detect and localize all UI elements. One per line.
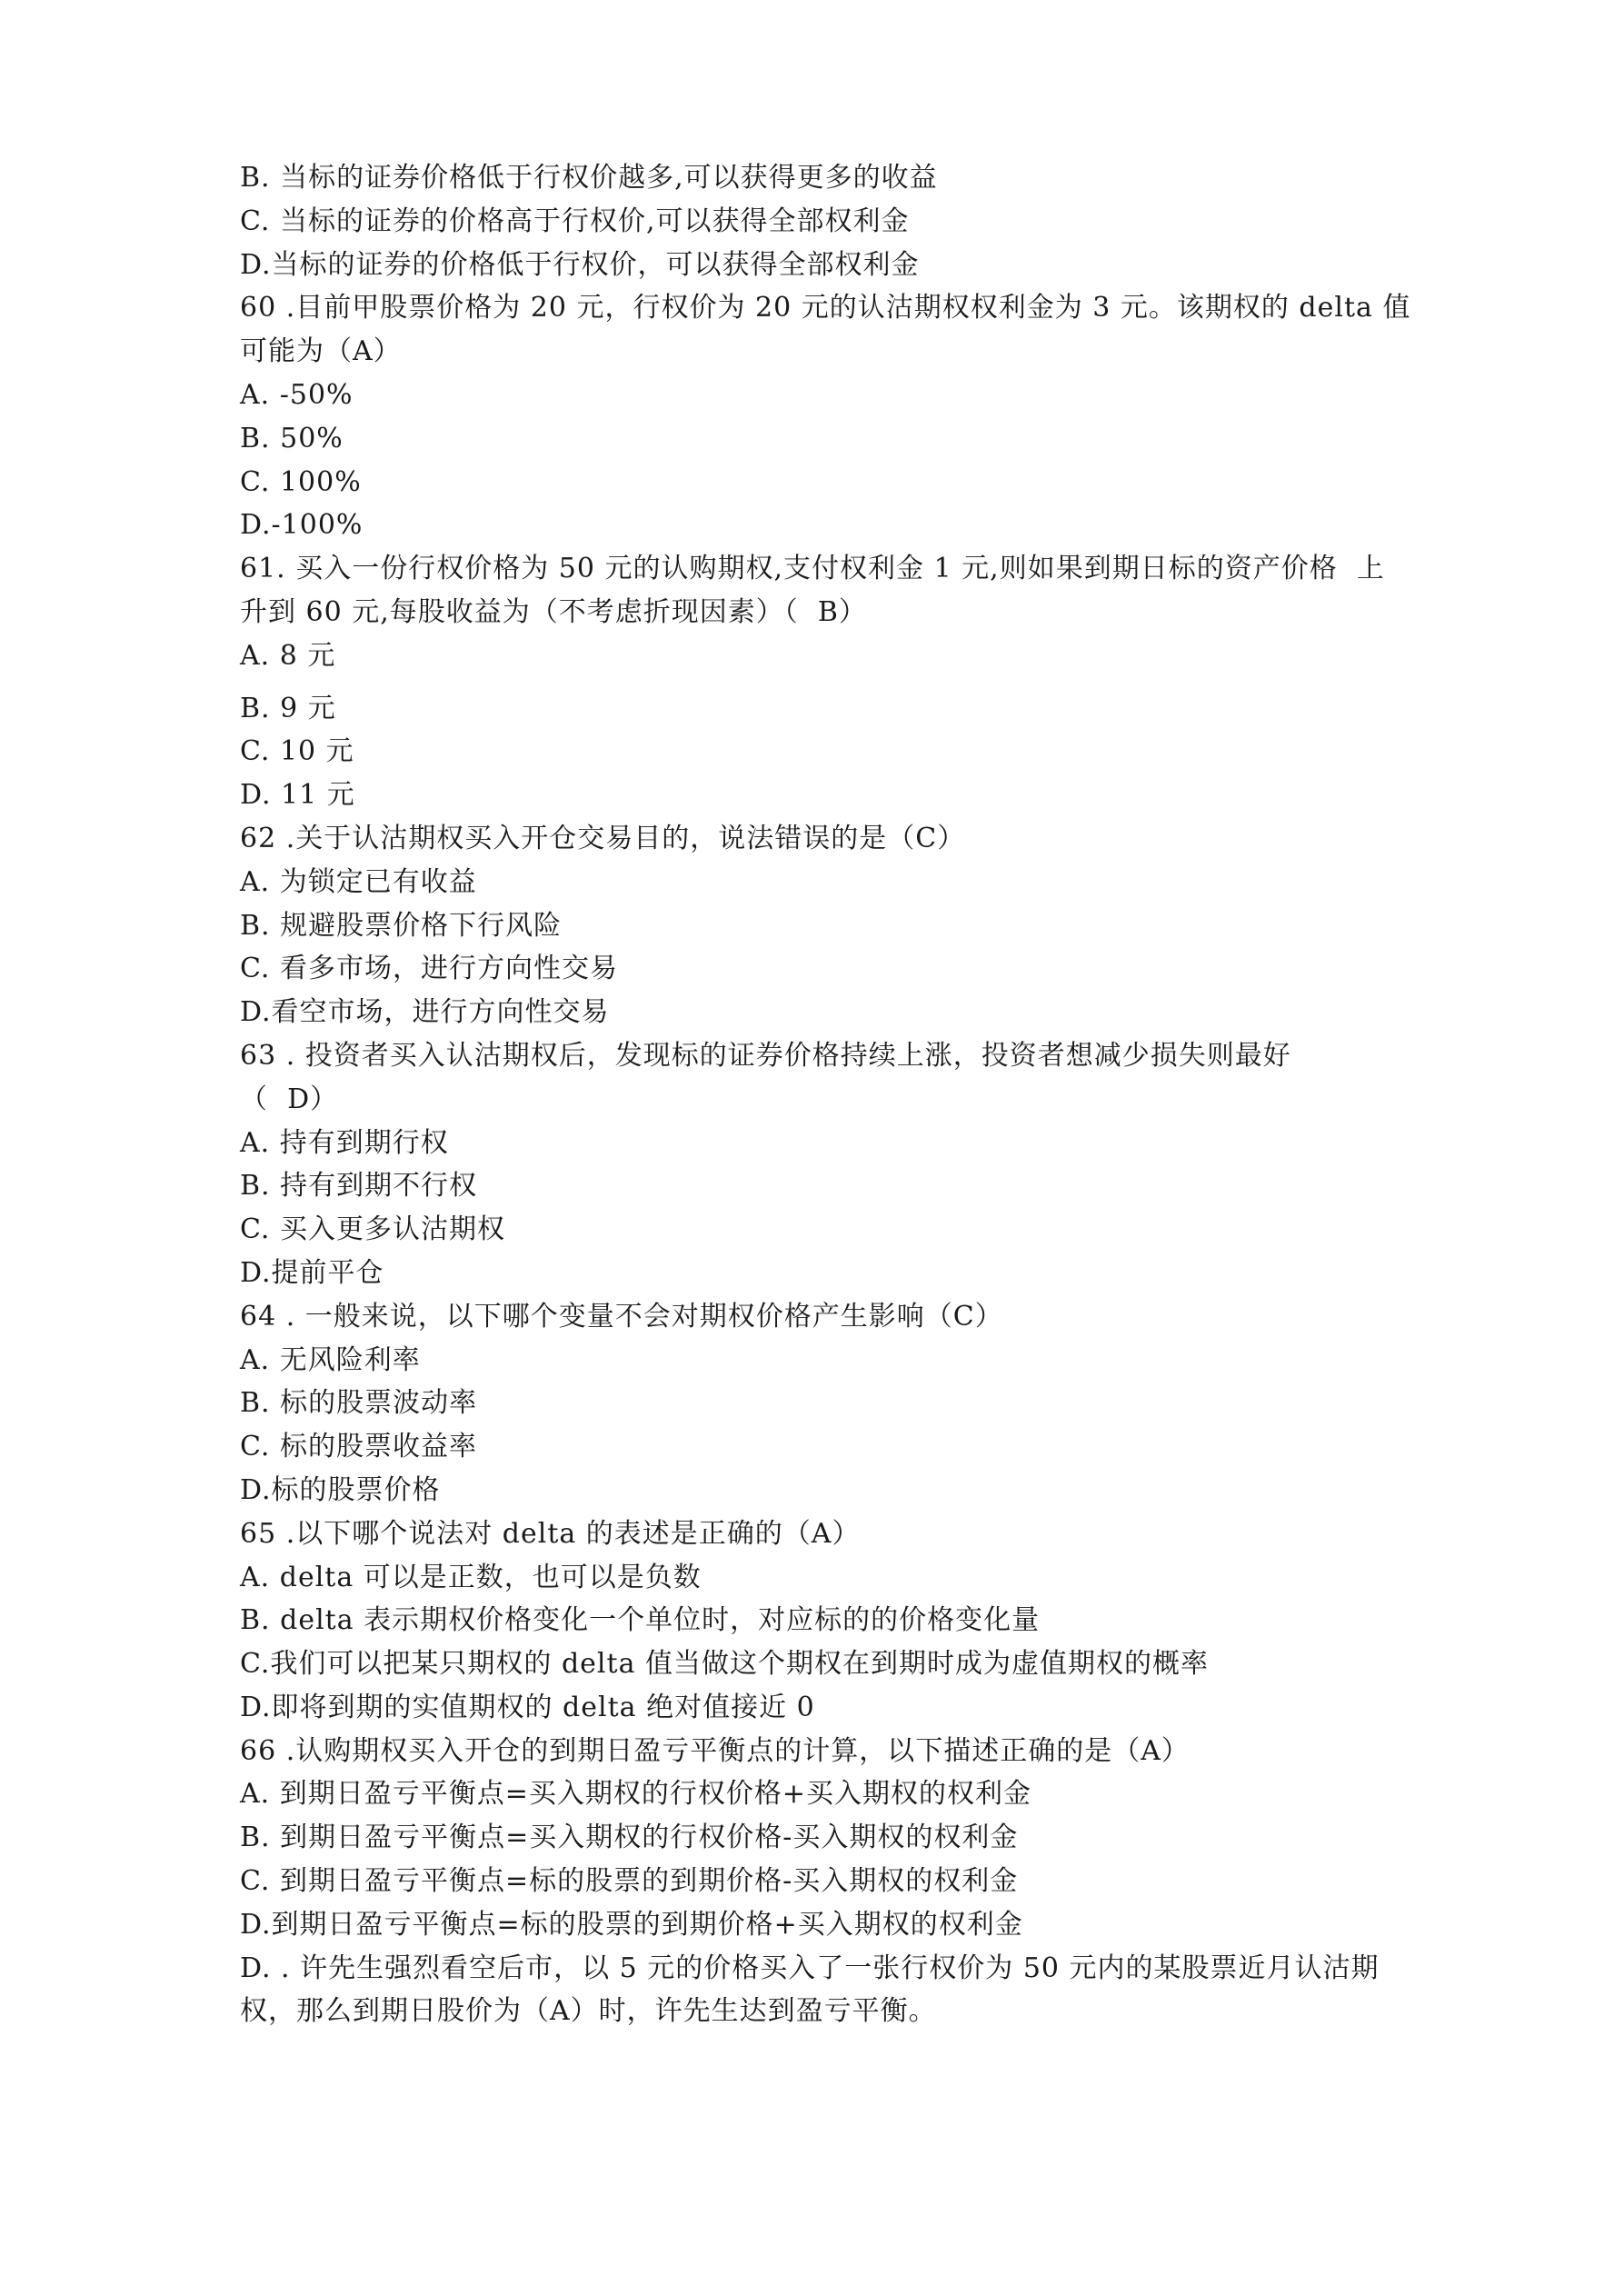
text-line: D.当标的证券的价格低于行权价，可以获得全部权利金 [240, 248, 920, 281]
option-line: A. 无风险利率 [240, 1343, 421, 1376]
option-line: D.看空市场，进行方向性交易 [240, 996, 610, 1029]
option-line: A. -50% [240, 378, 354, 411]
text-line: 升到 60 元,每股收益为（不考虑折现因素）（ B） [240, 595, 867, 628]
option-line: A. 持有到期行权 [240, 1126, 449, 1159]
option-line: D.到期日盈亏平衡点=标的股票的到期价格+买入期权的权利金 [240, 1908, 1023, 1941]
option-line: D.提前平仓 [240, 1256, 384, 1289]
option-line: D.标的股票价格 [240, 1473, 441, 1506]
text-line: 可能为（A） [240, 335, 402, 368]
spacer [240, 678, 1421, 687]
option-line: A. 为锁定已有收益 [240, 865, 477, 898]
option-line: B. 50% [240, 422, 344, 454]
option-line: B. 持有到期不行权 [240, 1170, 478, 1203]
option-line: C. 到期日盈亏平衡点=标的股票的到期价格-买入期权的权利金 [240, 1865, 1019, 1898]
option-line: C. 100% [240, 465, 362, 498]
option-line: B. 规避股票价格下行风险 [240, 909, 563, 942]
question-65-line: 65 .以下哪个说法对 delta 的表述是正确的（A） [240, 1517, 861, 1550]
option-line: C. 标的股票收益率 [240, 1431, 477, 1463]
question-60-line: 60 .目前甲股票价格为 20 元，行权价为 20 元的认沽期权权利金为 3 元。该期权的 delta 值 [240, 292, 1411, 324]
option-line: A. 到期日盈亏平衡点=买入期权的行权价格+买入期权的权利金 [240, 1778, 1032, 1811]
option-line: B. 标的股票波动率 [240, 1387, 478, 1420]
question-66-line: 66 .认购期权买入开仓的到期日盈亏平衡点的计算，以下描述正确的是（A） [240, 1734, 1190, 1767]
text-line: 权，那么到期日股价为（A）时，许先生达到盈亏平衡。 [240, 1995, 937, 2028]
question-62-line: 62 .关于认沽期权买入开仓交易目的，说法错误的是（C） [240, 822, 966, 854]
question-61-line: 61. 买入一份行权价格为 50 元的认购期权,支付权利金 1 元,则如果到期日标的资产价格 上 [240, 553, 1385, 585]
question-64-line: 64 . 一般来说，以下哪个变量不会对期权价格产生影响（C） [240, 1300, 1003, 1333]
option-line: B. 到期日盈亏平衡点=买入期权的行权价格-买入期权的权利金 [240, 1822, 1019, 1854]
option-line: C. 买入更多认沽期权 [240, 1213, 505, 1246]
option-line: C. 10 元 [240, 735, 354, 768]
option-line: A. delta 可以是正数，也可以是负数 [240, 1561, 702, 1593]
option-line: C. 看多市场，进行方向性交易 [240, 953, 618, 985]
question-67-line: D. . 许先生强烈看空后市，以 5 元的价格买入了一张行权价为 50 元内的某股票近月认沽期 [240, 1952, 1380, 1984]
option-line: D.-100% [240, 509, 364, 542]
option-line: B. delta 表示期权价格变化一个单位时，对应标的的价格变化量 [240, 1604, 1041, 1637]
text-line: C. 当标的证券的价格高于行权价,可以获得全部权利金 [240, 205, 910, 237]
option-line: B. 9 元 [240, 692, 336, 724]
document-page [240, 156, 1421, 2033]
option-line: A. 8 元 [240, 639, 336, 672]
text-line: （ D） [240, 1083, 339, 1115]
option-line: D.即将到期的实值期权的 delta 绝对值接近 0 [240, 1691, 815, 1723]
text-line: B. 当标的证券价格低于行权价越多,可以获得更多的收益 [240, 162, 938, 194]
question-63-line: 63 . 投资者买入认沽期权后，发现标的证券价格持续上涨，投资者想减少损失则最好 [240, 1039, 1291, 1072]
option-line: D. 11 元 [240, 779, 355, 812]
option-line: C.我们可以把某只期权的 delta 值当做这个期权在到期时成为虚值期权的概率 [240, 1648, 1209, 1681]
